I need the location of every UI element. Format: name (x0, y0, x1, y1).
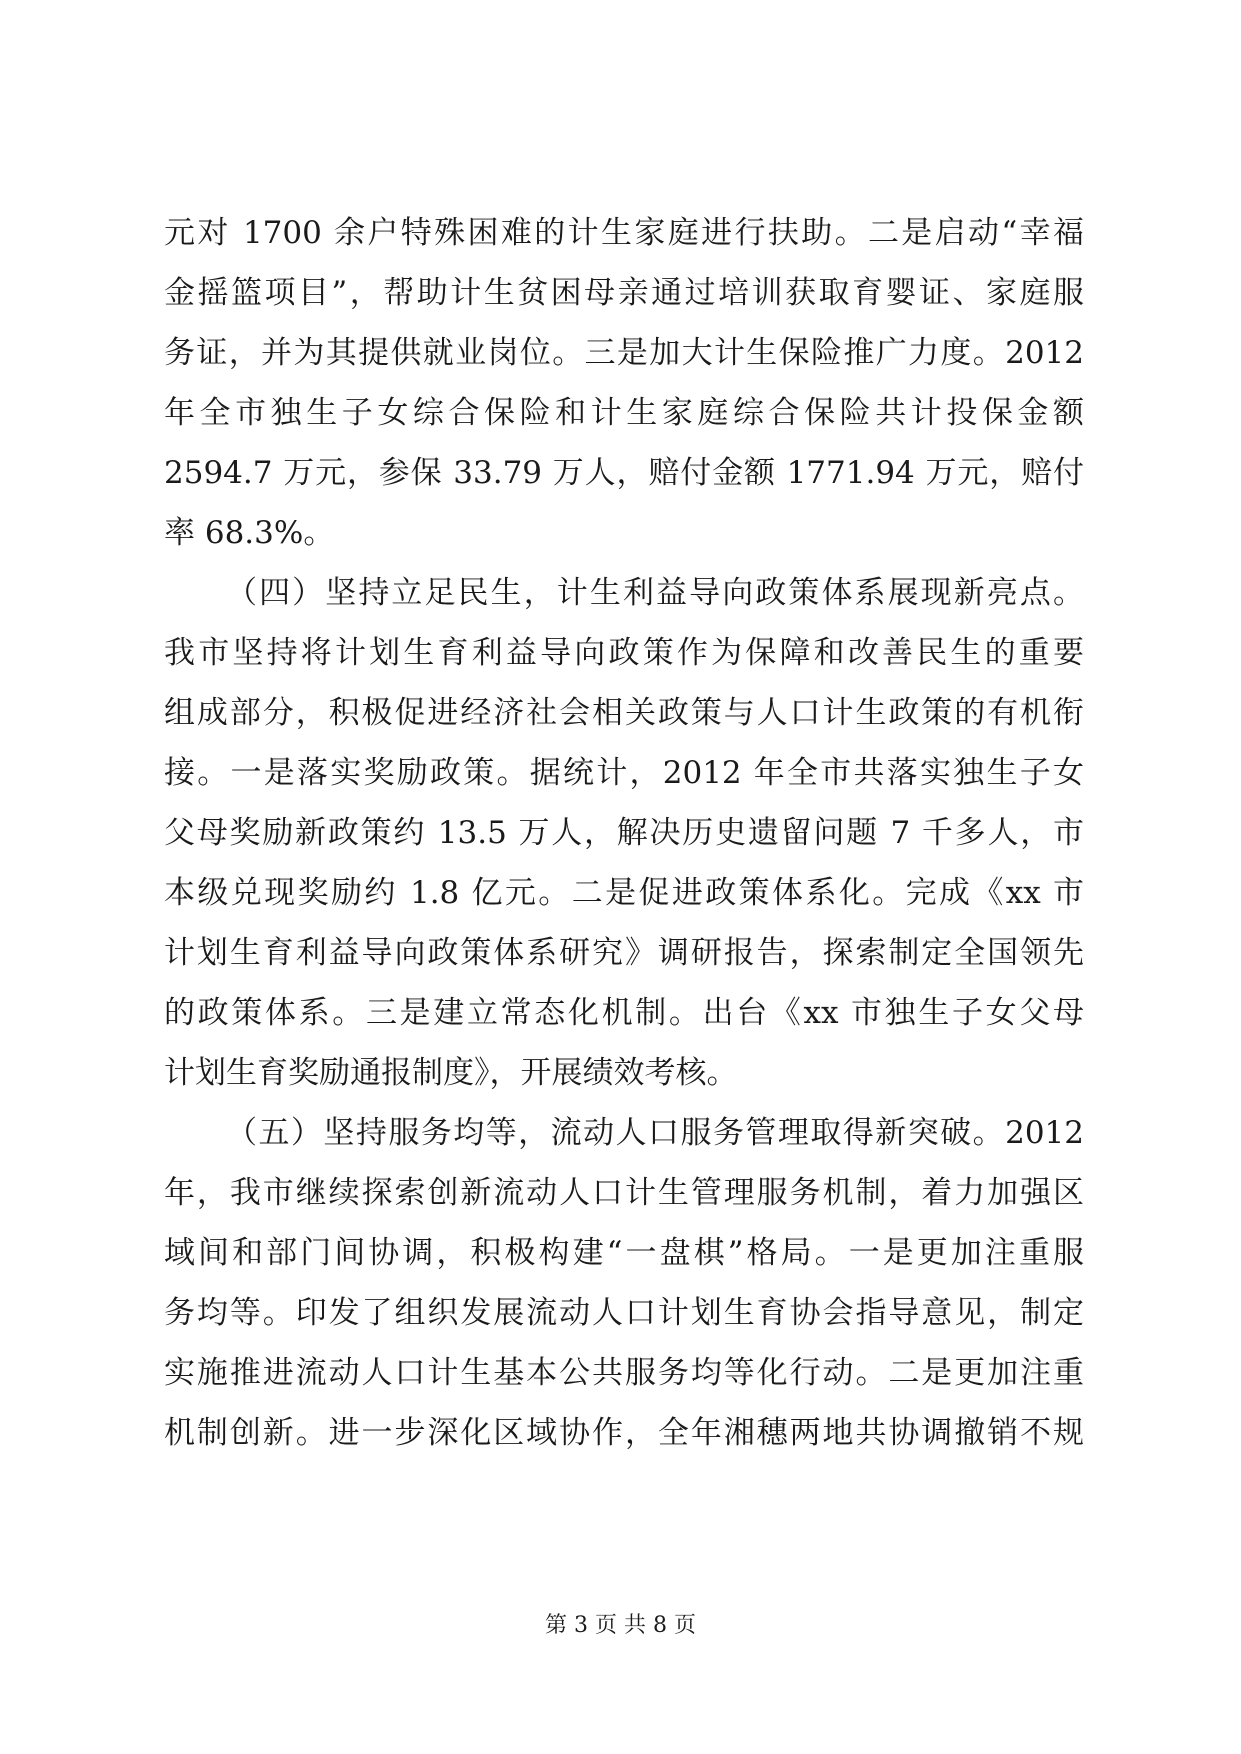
body-line-9: 组成部分，积极促进经济社会相关政策与人口计生政策的有机衔 (164, 695, 1084, 731)
body-line-3: 务证，并为其提供就业岗位。三是加大计生保险推广力度。2012 (164, 335, 1084, 371)
body-line-19: 务均等。印发了组织发展流动人口计划生育协会指导意见，制定 (164, 1295, 1084, 1331)
body-line-13: 计划生育利益导向政策体系研究》调研报告，探索制定全国领先 (164, 935, 1084, 971)
body-line-18: 域间和部门间协调，积极构建“一盘棋”格局。一是更加注重服 (164, 1235, 1084, 1271)
body-line-12: 本级兑现奖励约 1.8 亿元。二是促进政策体系化。完成《xx 市 (164, 875, 1084, 911)
body-line-6: 率 68.3%。 (164, 515, 335, 551)
body-line-14: 的政策体系。三是建立常态化机制。出台《xx 市独生子女父母 (164, 995, 1084, 1031)
body-line-5: 2594.7 万元，参保 33.79 万人，赔付金额 1771.94 万元，赔付 (164, 455, 1084, 491)
page-number-footer: 第 3 页 共 8 页 (545, 1613, 696, 1638)
body-line-10: 接。一是落实奖励政策。据统计，2012 年全市共落实独生子女 (164, 755, 1084, 791)
body-line-2: 金摇篮项目”，帮助计生贫困母亲通过培训获取育婴证、家庭服 (164, 275, 1084, 311)
section-heading-4: （四）坚持立足民生，计生利益导向政策体系展现新亮点。 (226, 575, 1084, 611)
body-line-11: 父母奖励新政策约 13.5 万人，解决历史遗留问题 7 千多人，市 (164, 815, 1084, 851)
body-line-15: 计划生育奖励通报制度》，开展绩效考核。 (164, 1055, 738, 1091)
body-line-1: 元对 1700 余户特殊困难的计生家庭进行扶助。二是启动“幸福 (164, 215, 1084, 251)
section-heading-5: （五）坚持服务均等，流动人口服务管理取得新突破。2012 (226, 1115, 1084, 1151)
body-line-17: 年，我市继续探索创新流动人口计生管理服务机制，着力加强区 (164, 1175, 1084, 1211)
body-line-21: 机制创新。进一步深化区域协作，全年湘穗两地共协调撤销不规 (164, 1415, 1084, 1451)
body-line-8: 我市坚持将计划生育利益导向政策作为保障和改善民生的重要 (164, 635, 1084, 671)
body-line-20: 实施推进流动人口计生基本公共服务均等化行动。二是更加注重 (164, 1355, 1084, 1391)
body-line-4: 年全市独生子女综合保险和计生家庭综合保险共计投保金额 (164, 395, 1084, 431)
